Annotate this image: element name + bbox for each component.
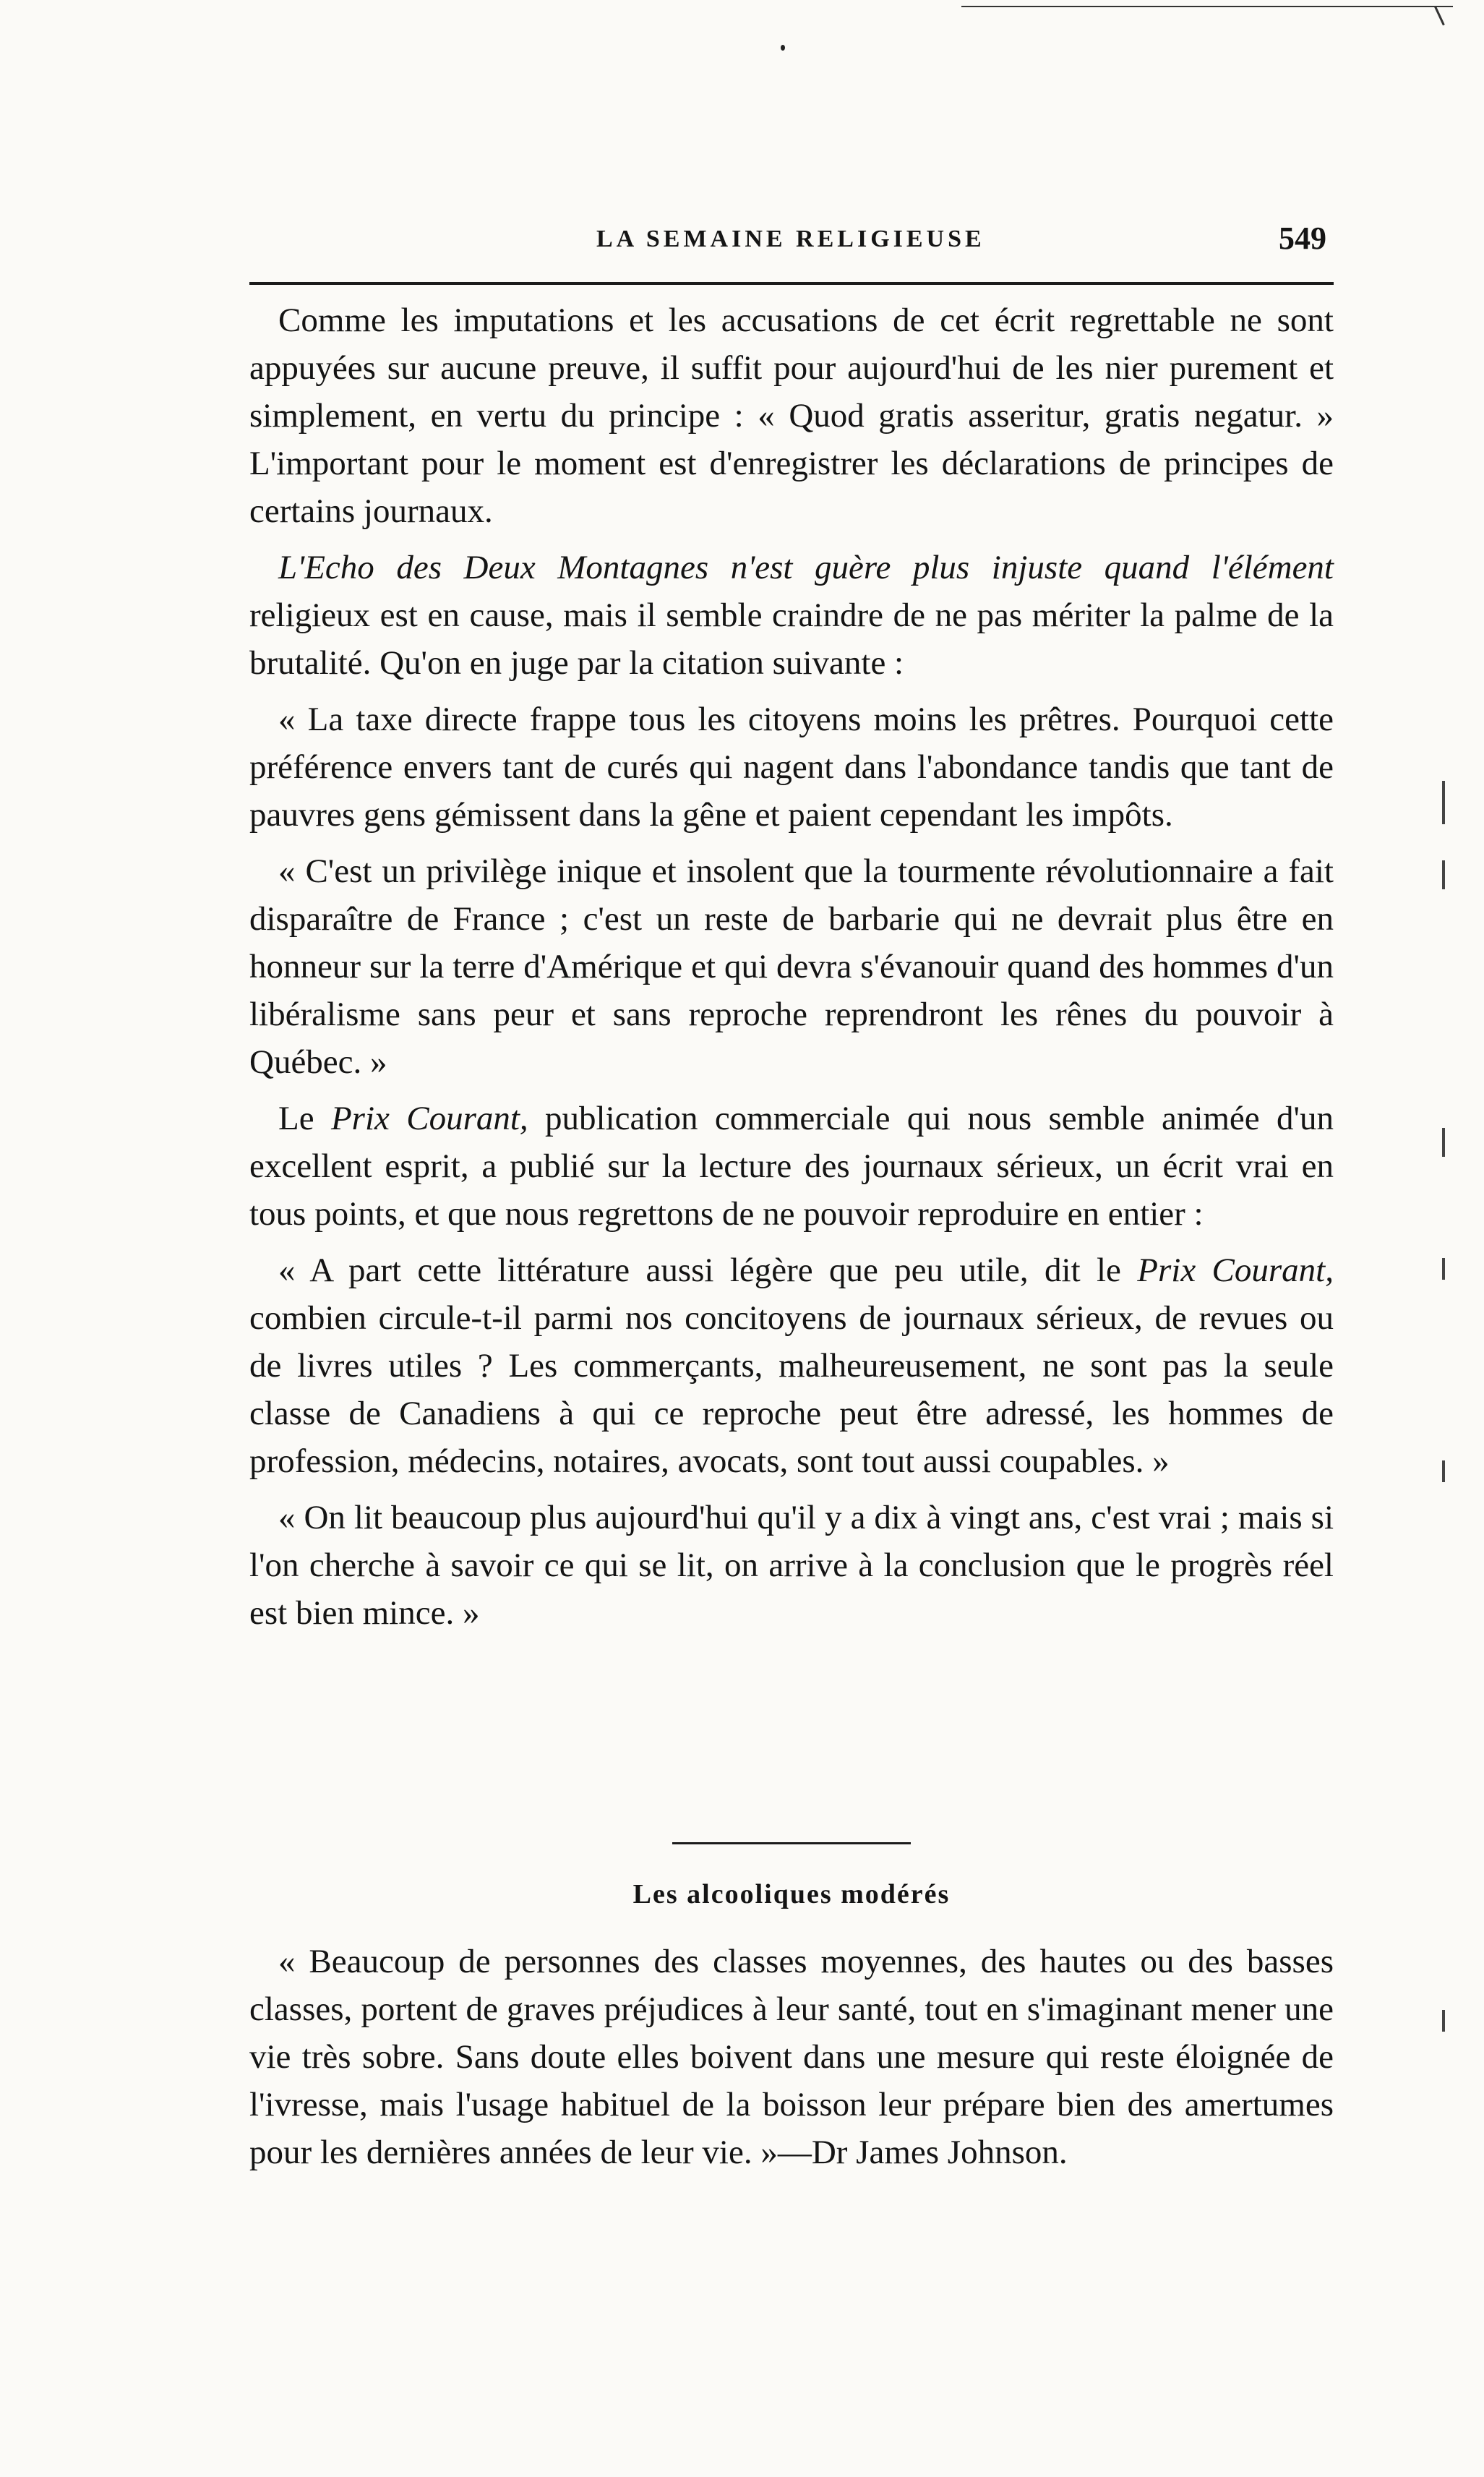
paragraph-alcooliques: « Beaucoup de personnes des classes moyennes, des hautes ou des basses classes, portent de graves préjudices à leur santé, tout en s'imaginant mener une vie très sobre. Sans doute elles boivent dans une mesure qui reste éloignée de l'ivresse, mais l'usage habituel de la boisson leur prépare bien des amertumes pour les dernières années de leur vie. »—Dr James Johnson. [249,1943,1334,2171]
margin-mark [1442,1258,1445,1280]
journal-title-prix-courant-2: Prix Courant, [1137,1252,1334,1289]
quote-lead: « A part cette littérature aussi légère que peu utile, dit le [278,1252,1138,1289]
prix-text: publication commerciale qui nous semble animée d'un excellent esprit, a publié sur la lecture des journaux sérieux, un écrit vrai en tous points, et que nous regrettons de ne pouvoir reproduire en entier : [249,1100,1334,1233]
paragraph-quote-privilege: « C'est un privilège inique et insolent que la tourmente révolutionnaire a fait disparaître de France ; c'est un reste de barbarie qui ne devrait plus être en honneur sur la terre d'Amérique et qui devra s'évanouir quand des hommes d'un libéralisme sans peur et sans reproche reprendront les rênes du pouvoir à Québec. » [249,852,1334,1081]
paragraph-quote-litterature [249,1246,1334,1485]
page-number: 549 [1279,221,1326,256]
header-rule [249,282,1334,285]
running-title: LA SEMAINE RELIGIEUSE [596,226,985,252]
margin-mark [1442,1460,1445,1482]
journal-title-echo: L'Echo des Deux Montagnes [278,549,709,586]
section-heading: Les alcooliques modérés [632,1879,951,1909]
top-border-rule [961,6,1453,7]
page-header [249,223,1334,266]
quote-text: combien circule-t-il parmi nos concitoyens de journaux sérieux, de revues ou de livres utiles ? Les commerçants, malheureusement, ne sont pas la seule classe de Canadiens à qui ce reproche peut être adressé, les hommes de profession, médecins, notaires, avocats, sont tout aussi coupables. » [249,1299,1334,1480]
echo-italic-text: n'est guère plus injuste quand l'élément [708,549,1334,586]
prix-lead: Le [278,1100,331,1137]
margin-mark [1442,781,1445,824]
ink-speck [781,45,785,51]
section-divider [672,1842,911,1844]
paragraph-quote-lecture: « On lit beaucoup plus aujourd'hui qu'il y a dix à vingt ans, c'est vrai ; mais si l'on cherche à savoir ce qui se lit, on arrive à la conclusion que le progrès réel est bien mince. » [249,1499,1334,1632]
echo-text: religieux est en cause, mais il semble craindre de ne pas mériter la palme de la brutalité. Qu'on en juge par la citation suivante : [249,596,1334,682]
paragraph-prix-courant [249,1095,1334,1238]
body-text [249,296,1334,1646]
paragraph-echo [249,544,1334,687]
margin-mark [1442,2010,1445,2032]
margin-mark [1442,860,1445,889]
paragraph-quote-taxe: « La taxe directe frappe tous les citoyens moins les prêtres. Pourquoi cette préférence envers tant de curés qui nagent dans l'abondance tandis que tant de pauvres gens gémissent dans la gêne et paient cependant les impôts. [249,701,1334,834]
journal-title-prix-courant: Prix Courant, [330,1100,528,1137]
top-border-hook [1434,7,1445,26]
margin-mark [1442,1128,1445,1157]
section-body [249,1938,1334,2185]
paragraph-imputations: Comme les imputations et les accusations de cet écrit regrettable ne sont appuyées sur aucune preuve, il suffit pour aujourd'hui de les nier purement et simplement, en vertu du principe : « Quod gratis asseritur, gratis negatur. » L'important pour le moment est d'enregistrer les déclarations de principes de certains journaux. [249,301,1334,530]
